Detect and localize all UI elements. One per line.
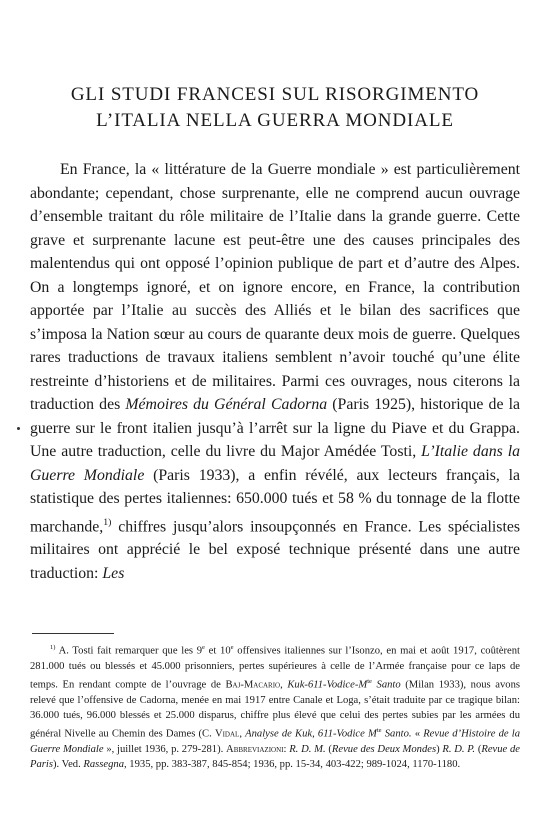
- text-run: (Paris 1925), historique de la guerre sur le front italien jusqu’à l’arrêt sur la ligne du Piave et du Grappa. Une autre traduction, celle du livre du Major Amédée Tosti,: [30, 396, 520, 460]
- abbreviations-label: Abbreviazioni: [226, 743, 284, 755]
- superscript: e: [230, 644, 234, 651]
- text-run: et 10: [204, 645, 231, 657]
- text-run: (: [475, 743, 482, 755]
- italic-title: Mémoires du Général Cadorna: [125, 396, 328, 413]
- text-run: (Milan 1933), nous avons relevé que l’offensive de Cadorna, menée en mai 1917 entre Canale et Loga, s’était traduite par ce tragique bilan: 36.000 tués, 96.000 blessés et 25.000 disparus, chiffre plus élevé que celui des pertes subies par les armées du général Nivelle au Chemin des Dames (C.: [30, 679, 520, 740]
- text-run: (: [325, 743, 332, 755]
- italic-title: Les: [102, 564, 125, 582]
- text-run: A. Tosti fait remarquer que les 9: [55, 645, 203, 657]
- italic-title: R. D. P.: [442, 743, 476, 755]
- heading-line-2: L’ITALIA NELLA GUERRA MONDIALE: [96, 110, 454, 131]
- italic-title: Santo.: [381, 728, 412, 740]
- text-run: », juillet 1936, p. 279-281).: [103, 743, 227, 755]
- author-name: Baj-Macario: [225, 679, 281, 691]
- text-run: ,: [280, 679, 288, 691]
- footnote: [30, 640, 520, 772]
- text-run: «: [411, 728, 424, 740]
- footnote-paragraph: [30, 640, 520, 772]
- italic-title: Santo: [371, 679, 401, 691]
- italic-title: L’Italie dans la Guerre Mondiale: [30, 443, 521, 484]
- heading-line-1: GLI STUDI FRANCESI SUL RISORGIMENTO: [70, 84, 480, 105]
- footnote-reference: 1): [103, 516, 112, 528]
- italic-title: Rassegna: [83, 759, 124, 771]
- text-run: ): [436, 743, 443, 755]
- italic-title: Revue des Deux Mondes: [331, 743, 437, 755]
- text-run: chiffres jusqu’alors insoupçonnés en France. Les spécialistes militaires ont apprécié le bel exposé technique présenté dans une autre traduction:: [30, 517, 520, 582]
- margin-dot: [17, 427, 20, 430]
- author-name: Vidal: [214, 728, 240, 740]
- superscript: e: [202, 644, 205, 651]
- text-run: Ved.: [61, 759, 81, 771]
- footnote-divider: [32, 633, 114, 634]
- italic-title: Revue d’Histoire de la Guerre Mondiale: [30, 728, 520, 755]
- body-text: [30, 158, 520, 585]
- text-run: , 1935, pp. 383-387, 845-854; 1936, pp. 15-34, 403-422; 989-1024, 1170-1180.: [124, 759, 461, 771]
- italic-title: Kuk-611-Vodice-M: [287, 679, 368, 691]
- text-run: En France, la « littérature de la Guerre mondiale » est particulièrement abondante; cependant, chose surprenante, elle ne comprend aucun ouvrage d’ensemble traitant du rôle militaire de l’Italie dans la grande guerre. Cette grave et surprenante lacune est peut-être une des causes principales des malentendus qui ont opposé l’opinion publique de part et d’autre des Alpes. On a longtemps ignoré, et on ignore encore, en France, la contribution apportée par l’Italie au succès des Alliés et le bilan des sacrifices que s’imposa la Nation sœur au cours de quarante deux mois de guerre. Quelques rares traductions de travaux italiens semblent n’avoir touché qu’une élite restreinte d’historiens et de militaires. Parmi ces ouvrages, nous citerons la traduction des: [30, 161, 520, 413]
- body-paragraph: [30, 158, 520, 585]
- italic-title: R. D. M.: [289, 743, 326, 755]
- italic-title: Revue de Paris: [30, 743, 520, 771]
- text-run: offensives italiennes sur l’Isonzo, en mai et août 1917, coûtèrent 281.000 tués ou blessés et 45.000 prisonniers, pertes supérieures à celle de l’Armée française pour ce laps de temps. En rendant compte de l’ouvrage de: [30, 645, 520, 691]
- italic-title: Analyse de Kuk, 611-Vodice M: [245, 728, 377, 740]
- text-run: ,: [239, 728, 246, 740]
- footnote-marker: 1): [50, 644, 56, 651]
- text-run: :: [283, 743, 290, 755]
- text-run: ).: [52, 759, 62, 771]
- superscript: te: [367, 677, 372, 685]
- text-run: (Paris 1933), a enfin révélé, aux lecteurs français, la statistique des pertes italiennes: 650.000 tués et 58 % du tonnage de la flotte marchande,: [30, 466, 521, 535]
- superscript: te: [376, 727, 382, 735]
